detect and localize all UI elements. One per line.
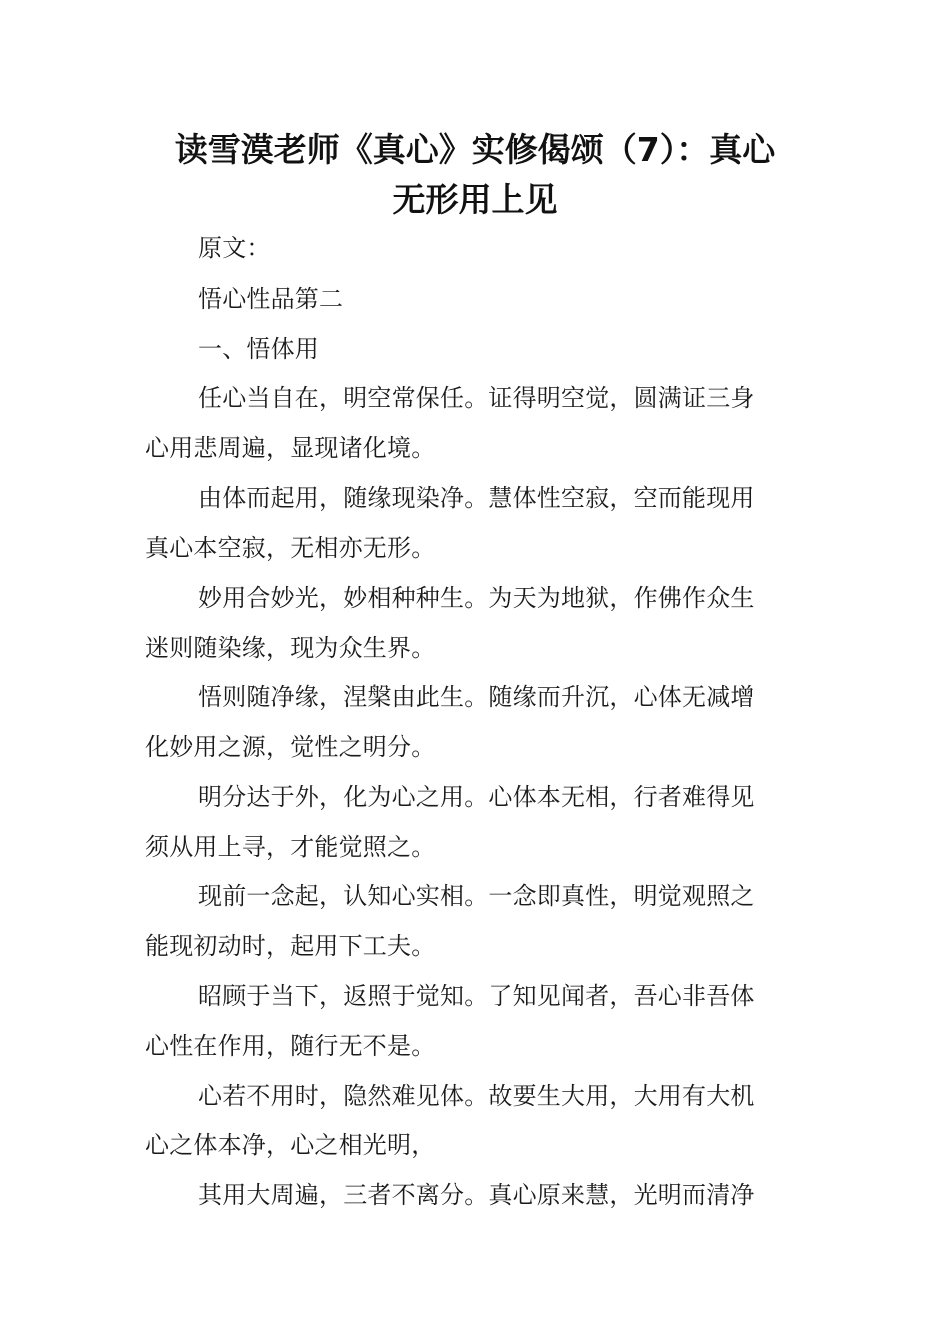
text-line: 妙用合妙光，妙相种种生。为天为地狱，作佛作众生 xyxy=(198,584,755,612)
text-line: 能现初动时，起用下工夫。 xyxy=(145,932,436,960)
text-line: 现前一念起，认知心实相。一念即真性，明觉观照之 xyxy=(198,882,755,910)
text-line: 其用大周遍，三者不离分。真心原来慧，光明而清净 xyxy=(198,1181,755,1209)
text-line-chapter-heading: 悟心性品第二 xyxy=(198,285,344,313)
text-line-section-heading: 一、悟体用 xyxy=(198,335,319,363)
text-line: 昭顾于当下，返照于觉知。了知见闻者，吾心非吾体 xyxy=(198,982,755,1010)
text-line: 须从用上寻，才能觉照之。 xyxy=(145,833,436,861)
text-line: 化妙用之源，觉性之明分。 xyxy=(145,733,436,761)
text-line: 由体而起用，随缘现染净。慧体性空寂，空而能现用 xyxy=(198,484,755,512)
document-title-line-2: 无形用上见 xyxy=(392,180,558,219)
document-title-line-1: 读雪漠老师《真心》实修偈颂（7）：真心 xyxy=(174,130,776,169)
text-line: 心之体本净，心之相光明， xyxy=(145,1131,436,1159)
text-line: 心若不用时，隐然难见体。故要生大用，大用有大机 xyxy=(198,1082,755,1110)
text-line: 明分达于外，化为心之用。心体本无相，行者难得见 xyxy=(198,783,755,811)
text-line: 悟则随净缘，涅槃由此生。随缘而升沉，心体无减增 xyxy=(198,683,755,711)
text-line: 真心本空寂，无相亦无形。 xyxy=(145,534,436,562)
text-line: 任心当自在，明空常保任。证得明空觉，圆满证三身 xyxy=(198,384,755,412)
text-line: 心用悲周遍，显现诸化境。 xyxy=(145,434,436,462)
text-line-original-label: 原文： xyxy=(198,234,271,262)
text-line: 心性在作用，随行无不是。 xyxy=(145,1032,436,1060)
text-line: 迷则随染缘，现为众生界。 xyxy=(145,634,436,662)
